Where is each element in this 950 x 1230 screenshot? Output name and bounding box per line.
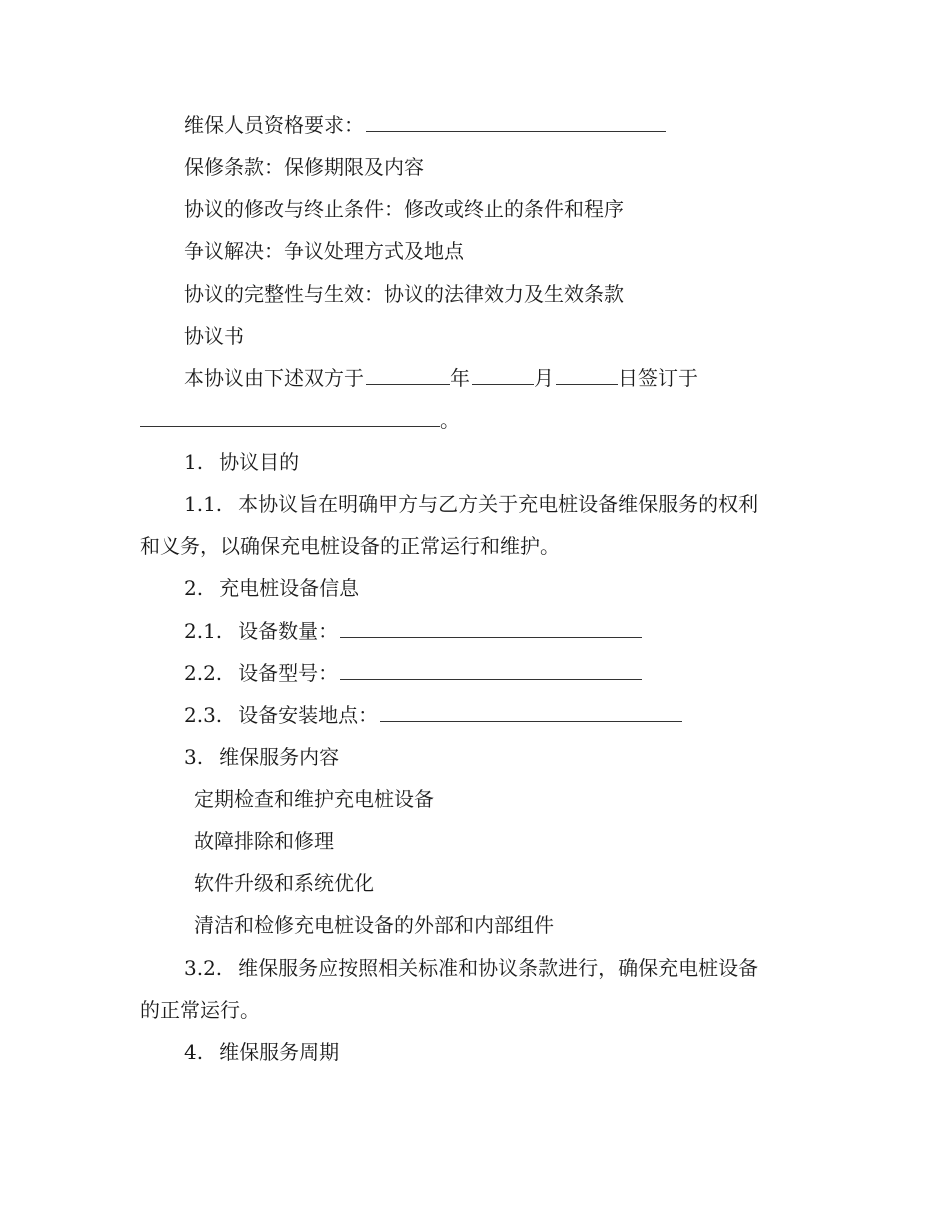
day-sign-label: 日签订于: [618, 366, 698, 390]
section-3-heading: [140, 742, 854, 772]
qualification-blank: [366, 111, 666, 132]
section-1-number: 1.: [184, 450, 204, 474]
signing-intro: 本协议由下述双方于: [184, 366, 364, 390]
service-item-2: 故障排除和修理: [194, 829, 334, 853]
signing-place-line: [140, 405, 810, 435]
year-label: 年: [450, 366, 470, 390]
service-item-3: 软件升级和系统优化: [194, 871, 374, 895]
clause-2-3-line: [140, 700, 854, 730]
clause-2-3-number: 2.3.: [184, 703, 223, 727]
service-item-1: 定期检查和维护充电桩设备: [194, 787, 434, 811]
clause-2-1-line: [140, 616, 854, 646]
month-label: 月: [534, 366, 554, 390]
device-quantity-label: 设备数量：: [238, 619, 339, 643]
day-blank: [556, 364, 618, 385]
device-quantity-blank: [340, 617, 642, 638]
section-2-number: 2.: [184, 576, 204, 600]
clause-3-2-line-1: [140, 953, 854, 983]
clause-2-1-number: 2.1.: [184, 619, 223, 643]
clause-3-2-line-2: 的正常运行。: [140, 998, 260, 1022]
section-4-title: 维保服务周期: [219, 1040, 340, 1064]
signing-place-blank: [140, 406, 440, 427]
section-3-number: 3.: [184, 745, 204, 769]
agreement-heading: 协议书: [184, 324, 244, 348]
signing-date-line: [140, 363, 854, 393]
clause-1-1-text: 本协议旨在明确甲方与乙方关于充电桩设备维保服务的权利: [238, 492, 759, 516]
maintenance-staff-qualification-line: [140, 110, 854, 140]
clause-2-2-number: 2.2.: [184, 661, 223, 685]
section-4-number: 4.: [184, 1040, 204, 1064]
clause-2-2-line: [140, 658, 854, 688]
section-2-heading: [140, 573, 854, 603]
signing-place-period: 。: [440, 408, 460, 432]
section-2-title: 充电桩设备信息: [219, 576, 360, 600]
section-3-title: 维保服务内容: [219, 745, 340, 769]
device-model-label: 设备型号：: [238, 661, 339, 685]
qualification-label: 维保人员资格要求：: [184, 113, 364, 137]
modification-termination-line: 协议的修改与终止条件：修改或终止的条件和程序: [184, 197, 624, 221]
dispute-resolution-line: 争议解决：争议处理方式及地点: [184, 239, 464, 263]
device-model-blank: [340, 659, 642, 680]
install-location-blank: [380, 701, 682, 722]
integrity-effectiveness-line: 协议的完整性与生效：协议的法律效力及生效条款: [184, 282, 624, 306]
clause-1-1-line-1: [140, 489, 854, 519]
service-item-4: 清洁和检修充电桩设备的外部和内部组件: [194, 913, 554, 937]
clause-1-1-number: 1.1.: [184, 492, 223, 516]
year-blank: [366, 364, 450, 385]
clause-3-2-number: 3.2.: [184, 956, 223, 980]
month-blank: [472, 364, 534, 385]
clause-3-2-text: 维保服务应按照相关标准和协议条款进行，确保充电桩设备: [238, 956, 759, 980]
section-4-heading: [140, 1037, 854, 1067]
section-1-heading: [140, 447, 854, 477]
warranty-terms-line: 保修条款：保修期限及内容: [184, 155, 424, 179]
install-location-label: 设备安装地点：: [238, 703, 379, 727]
section-1-title: 协议目的: [219, 450, 300, 474]
clause-1-1-line-2: 和义务，以确保充电桩设备的正常运行和维护。: [140, 534, 560, 558]
